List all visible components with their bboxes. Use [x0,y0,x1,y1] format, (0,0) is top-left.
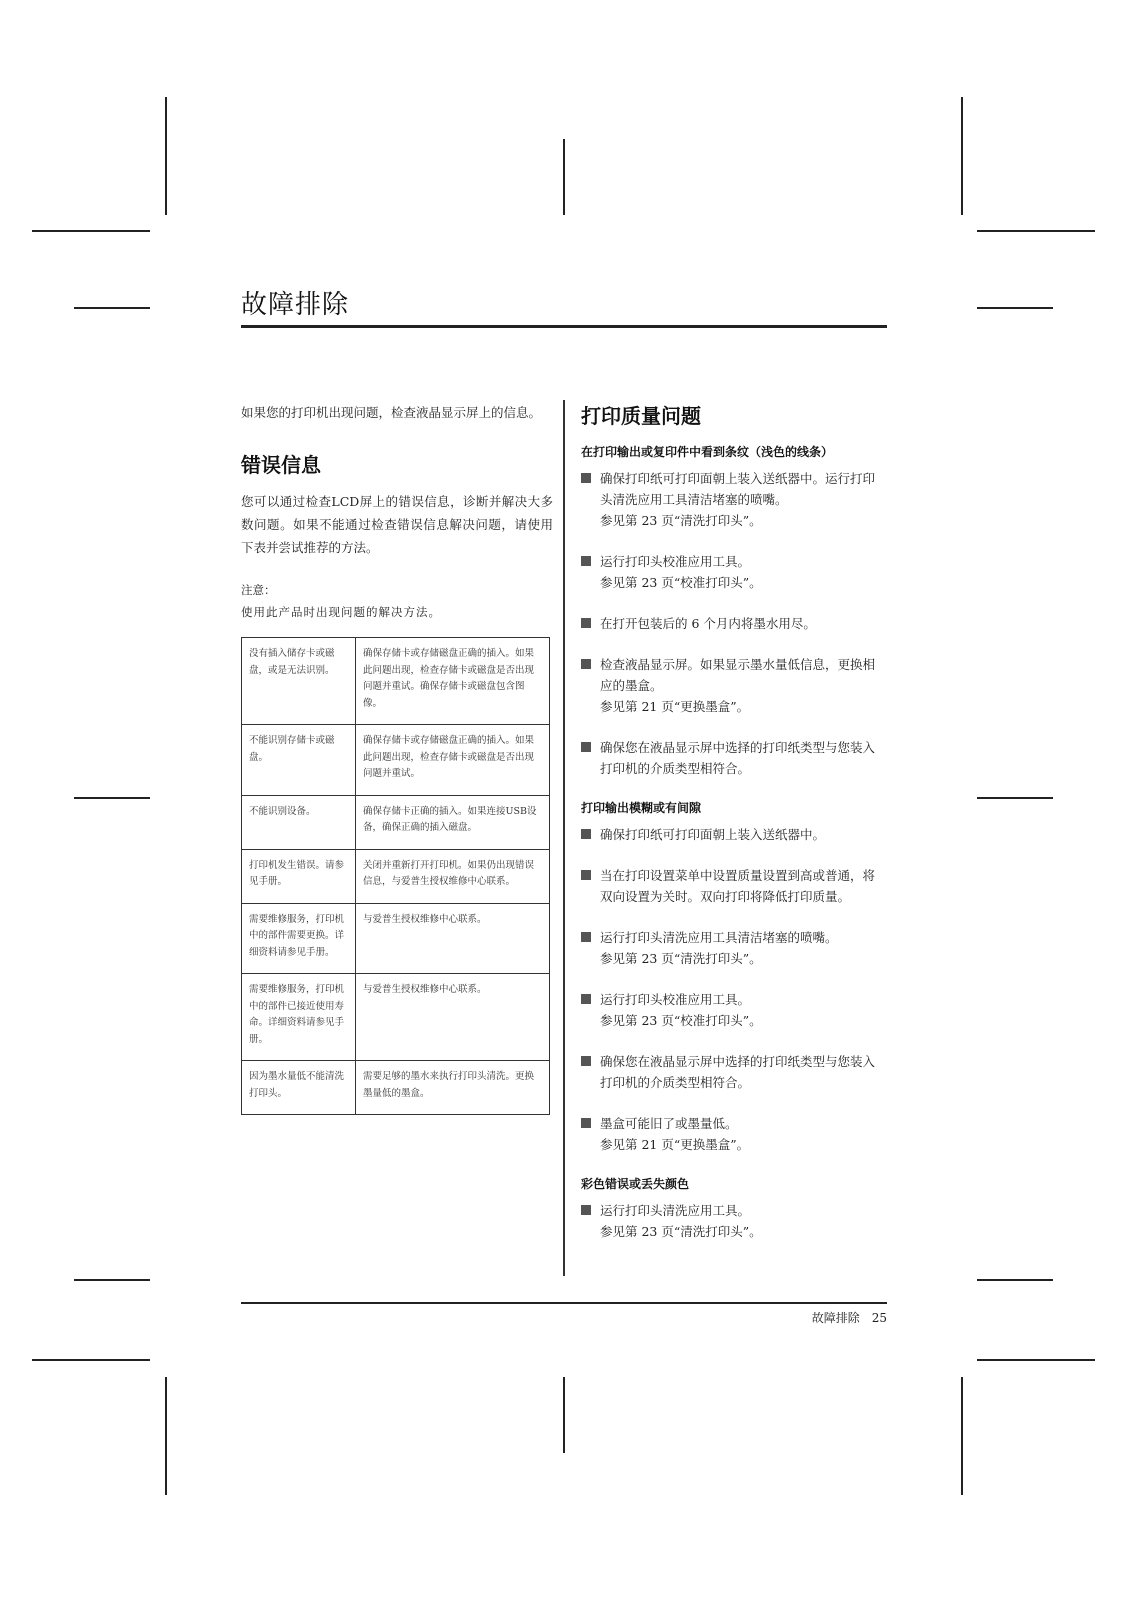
error-cell: 需要维修服务，打印机中的部件需要更换。详细资料请参见手册。 [242,903,356,974]
error-cell: 没有插入储存卡或磁盘，或是无法识别。 [242,638,356,725]
list-item [581,989,887,1031]
error-cell: 因为墨水量低不能清洗打印头。 [242,1061,356,1115]
item-reference: 参见第 23 页“校准打印头”。 [600,1013,762,1028]
list-item [581,737,887,779]
table-row [242,638,550,725]
solution-cell: 确保存储卡或存储磁盘正确的插入。如果此问题出现，检查存储卡或磁盘是否出现问题并重试。 [356,725,550,796]
left-column [241,402,553,1115]
subheading-streaks: 在打印输出或复印件中看到条纹（浅色的线条） [581,445,834,459]
page-footer [720,1309,887,1326]
crop-mark [977,1279,1053,1281]
solution-cell: 与爱普生授权维修中心联系。 [356,903,550,974]
square-bullet-icon [581,932,591,942]
list-item [581,1200,887,1242]
item-text: 在打开包装后的 6 个月内将墨水用尽。 [600,616,816,631]
footer-label: 故障排除 [811,1311,860,1325]
item-reference: 参见第 23 页“清洗打印头”。 [600,1224,762,1239]
item-text: 当在打印设置菜单中设置质量设置到高或普通，将双向设置为关时。双向打印将降低打印质量。 [600,868,876,904]
right-column [581,400,887,1262]
square-bullet-icon [581,473,591,483]
list-item [581,613,887,634]
error-messages-paragraph: 您可以通过检查LCD屏上的错误信息，诊断并解决大多数问题。如果不能通过检查错误信息解决问题，请使用下表并尝试推荐的方法。 [241,494,553,555]
solution-cell: 与爱普生授权维修中心联系。 [356,974,550,1061]
list-item [581,824,887,845]
crop-mark [961,97,963,215]
title-rule [241,325,887,328]
list-item [581,1113,887,1155]
error-cell: 不能识别存储卡或磁盘。 [242,725,356,796]
crop-mark [165,1377,167,1495]
item-text: 运行打印头清洗应用工具。 [600,1203,751,1218]
list-item [581,551,887,593]
item-text: 运行打印头校准应用工具。 [600,554,751,569]
intro-text: 如果您的打印机出现问题，检查液晶显示屏上的信息。 [241,405,542,420]
item-reference: 参见第 23 页“校准打印头”。 [600,575,762,590]
list-item [581,468,887,531]
page-number: 25 [871,1311,887,1325]
square-bullet-icon [581,1056,591,1066]
item-reference: 参见第 21 页“更换墨盒”。 [600,1137,750,1152]
crop-mark [74,1279,150,1281]
table-row [242,1061,550,1115]
note-text: 使用此产品时出现问题的解决方法。 [241,605,441,619]
error-cell: 不能识别设备。 [242,795,356,849]
square-bullet-icon [581,742,591,752]
crop-mark [74,797,150,799]
item-text: 运行打印头校准应用工具。 [600,992,751,1007]
crop-mark [32,230,150,232]
item-reference: 参见第 21 页“更换墨盒”。 [600,699,750,714]
solution-cell: 需要足够的墨水来执行打印头清洗。更换墨量低的墨盒。 [356,1061,550,1115]
error-table [241,637,550,1115]
table-row [242,849,550,903]
crop-mark [977,797,1053,799]
item-text: 墨盒可能旧了或墨量低。 [600,1116,738,1131]
square-bullet-icon [581,659,591,669]
square-bullet-icon [581,994,591,1004]
chapter-title: 故障排除 [241,290,350,320]
square-bullet-icon [581,556,591,566]
square-bullet-icon [581,618,591,628]
subheading-color-errors: 彩色错误或丢失颜色 [581,1177,690,1191]
table-row [242,795,550,849]
item-text: 检查液晶显示屏。如果显示墨水量低信息，更换相应的墨盒。 [600,657,876,693]
error-cell: 打印机发生错误。请参见手册。 [242,849,356,903]
table-row [242,903,550,974]
solution-cell: 关闭并重新打开打印机。如果仍出现错误信息，与爱普生授权维修中心联系。 [356,849,550,903]
column-divider [563,400,565,1276]
item-text: 确保您在液晶显示屏中选择的打印纸类型与您装入打印机的介质类型相符合。 [600,740,876,776]
item-reference: 参见第 23 页“清洗打印头”。 [600,513,762,528]
subheading-blurry: 打印输出模糊或有间隙 [581,801,702,815]
crop-mark [977,1359,1095,1361]
crop-mark [563,139,565,215]
table-row [242,974,550,1061]
note-label: 注意： [241,583,276,597]
list-item [581,927,887,969]
section-title-print-quality: 打印质量问题 [581,404,701,428]
table-row [242,725,550,796]
error-cell: 需要维修服务，打印机中的部件已接近使用寿命。详细资料请参见手册。 [242,974,356,1061]
list-item [581,1051,887,1093]
square-bullet-icon [581,1205,591,1215]
square-bullet-icon [581,870,591,880]
crop-mark [977,230,1095,232]
solution-cell: 确保存储卡正确的插入。如果连接USB设备，确保正确的插入磁盘。 [356,795,550,849]
list-item [581,865,887,907]
section-title-error-messages: 错误信息 [241,453,321,477]
crop-mark [563,1377,565,1453]
square-bullet-icon [581,1118,591,1128]
solution-cell: 确保存储卡或存储磁盘正确的插入。如果此问题出现，检查存储卡或磁盘是否出现问题并重试。确保存储卡或磁盘包含图像。 [356,638,550,725]
square-bullet-icon [581,829,591,839]
crop-mark [32,1359,150,1361]
item-text: 确保您在液晶显示屏中选择的打印纸类型与您装入打印机的介质类型相符合。 [600,1054,876,1090]
list-item [581,654,887,717]
item-reference: 参见第 23 页“清洗打印头”。 [600,951,762,966]
item-text: 确保打印纸可打印面朝上装入送纸器中。 [600,827,826,842]
crop-mark [74,307,150,309]
crop-mark [977,307,1053,309]
footer-rule [241,1302,887,1304]
crop-mark [961,1377,963,1495]
crop-mark [165,97,167,215]
item-text: 确保打印纸可打印面朝上装入送纸器中。运行打印头清洗应用工具清洁堵塞的喷嘴。 [600,471,876,507]
item-text: 运行打印头清洗应用工具清洁堵塞的喷嘴。 [600,930,838,945]
